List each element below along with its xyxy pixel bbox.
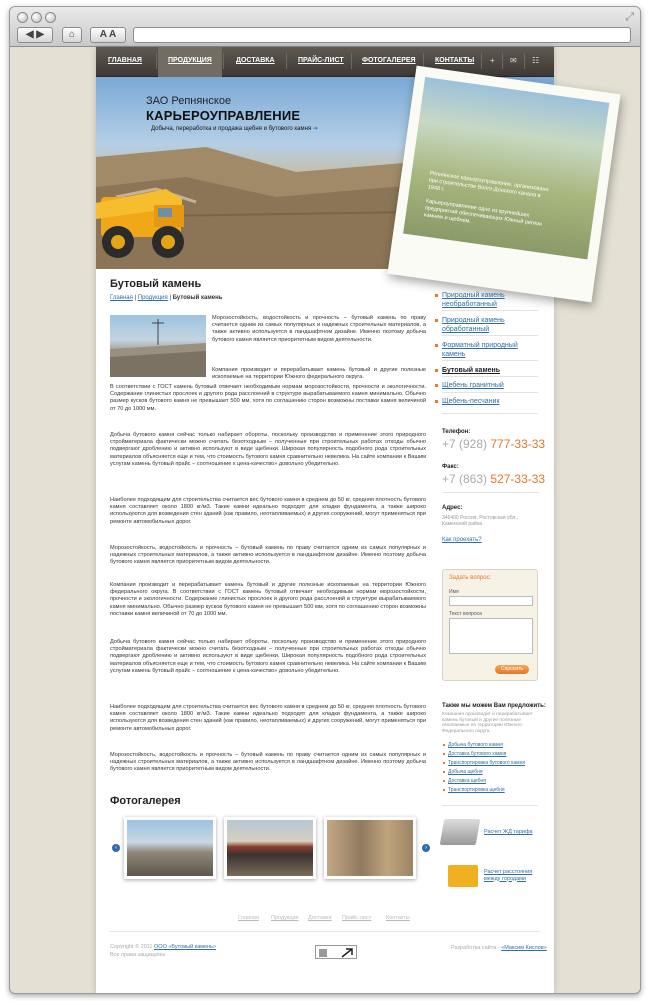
sidebar-item-sandstone[interactable]: Щебень-песчаник — [442, 397, 538, 406]
question-label: Текст вопроса — [449, 611, 482, 617]
photo-caption-2: Карьероуправление одно из крупнейших предприятий обеспечивающих Южный регион камнем и щебнем. — [423, 198, 543, 228]
offer-link[interactable]: Транспортировка щебня — [448, 787, 505, 793]
polaroid-photo — [387, 66, 620, 303]
breadcrumb-separator: | — [134, 295, 137, 301]
address-label: Адрес: — [442, 505, 463, 511]
article-paragraph: Компания производит и перерабатывает камень бутовый и другие полезные ископаемые на территории Южного федерального округа. В соответствии с ГОСТ камень бутовый отвечает необходимым нормам морозостойкости, прочности и экологичности. Содержание глинистых прослоек и другого рода расслоений в структуре вырабатываемого камня минимально. Обычно размер кусков бутового камня не превышает 500 мм, хотя по соглашению сторон возможны поставки камня величиной от 70 до 1000 мм. — [110, 582, 426, 617]
article-paragraph: Наиболее подходящим для строительства считается вес бутового камня в среднем до 50 кг, средняя плотность бутового камня составляет около 1800 кг/м3. Такие камни идеально подходят для кладки фундамента, а также широко используются для возведения стен зданий (как правило, неотапливаемых) и других сооружений, могут применяться при ремонте автомобильных дорог. — [110, 704, 426, 732]
form-title: Задать вопрос: — [449, 575, 492, 581]
address-text: 346400 Россия, Ростовская обл., Каменский район. — [442, 515, 519, 527]
copyright: Copyright © 2011 ООО «Бутовый камень» Все права защищены — [110, 944, 217, 958]
nav-item-home[interactable]: ГЛАВНАЯ — [108, 57, 142, 64]
nav-separator — [223, 53, 224, 69]
zoom-icon[interactable] — [45, 12, 56, 23]
nav-separator — [156, 53, 157, 69]
article-paragraph: Добыча бутового камня сейчас только набирает обороты, поскольку производство и применение этого природного стройматериала фактически можно считать безотходным – полученные при строительных работах отходы обычно подвергают дроблению и активно используют в виде щебенки. Широкая популярность подобного рода строительных материалов объясняется еще и тем, что стоимость бутового камня сравнительно невелика. На сайте компании к Вашим услугам камень бутовый прайс – соотношение к цена-качество» довольно убедительно. — [110, 639, 426, 674]
nav-item-delivery[interactable]: ДОСТАВКА — [236, 57, 275, 64]
sidebar-item-rubble-stone[interactable]: Бутовый камень — [442, 366, 538, 375]
divider — [442, 413, 538, 414]
article-paragraph: Морозостойкость, водостойкость и прочность – бутовый камень по праву считается одним из самых популярных и надежных строительных материалов, а также активно используется в ландшафтном дизайне. Именно поэтому добыча бутового камня является приоритетным видом деятельности. — [110, 545, 426, 566]
counter-arrow-icon — [316, 946, 358, 960]
divider — [442, 335, 538, 336]
aerial-quarry-image — [403, 77, 609, 259]
directions-link[interactable]: Как проехать? — [442, 537, 482, 543]
fax-number: +7 (863) 527-33-33 — [442, 472, 546, 486]
gallery-title: Фотогалерея — [110, 795, 181, 807]
fullscreen-icon[interactable]: ⤢ — [625, 11, 634, 23]
page-title: Бутовый камень — [110, 278, 202, 290]
minimize-icon[interactable] — [31, 12, 42, 23]
browser-window — [9, 6, 641, 994]
submit-button[interactable]: Спросить — [495, 665, 529, 674]
gallery-next-icon[interactable]: › — [422, 844, 430, 852]
article-paragraph: В соответствии с ГОСТ камень бутовый отвечает необходимым нормам морозостойкости, прочности и экологичности. Содержание глинистых прослоек и другого рода расслоений в структуре вырабатываемого камня минимально. Обычно размер кусков бутового камня не превышает 500 мм, хотя по соглашению сторон возможны поставки камня величиной от 70 до 1000 мм. — [110, 384, 426, 412]
sidebar-item-format-stone[interactable]: Форматный природный камень — [442, 341, 538, 359]
divider — [442, 492, 538, 493]
nav-item-gallery[interactable]: ФОТОГАЛЕРЕЯ — [362, 57, 416, 64]
fax-label: Факс: — [442, 464, 459, 470]
article-paragraph: Наиболее подходящим для строительства считается вес бутового камня в среднем до 50 кг, средняя плотность бутового камня составляет около 1800 кг/м3. Такие камни идеально подходят для кладки фундамента, а также широко используются для возведения стен зданий (как правило, неотапливаемых) и других сооружений, могут применяться при ремонте автомобильных дорог. — [110, 497, 426, 525]
divider — [442, 376, 538, 377]
gabion-wall-image — [110, 315, 206, 377]
footer-nav-home[interactable]: Главная — [238, 915, 259, 921]
developer-link[interactable]: «Максим Кислов» — [501, 945, 547, 951]
footer-nav-pricelist[interactable]: Прайс-лист — [342, 915, 372, 921]
back-forward-buttons[interactable]: ◀ ▶ — [17, 27, 53, 43]
top-navigation — [96, 47, 554, 77]
divider — [442, 360, 538, 361]
footer-divider — [110, 931, 540, 932]
company-link[interactable]: ООО «Бутовый камень» — [154, 944, 217, 950]
gallery-photo[interactable] — [124, 817, 216, 879]
nav-separator — [481, 53, 482, 69]
sidebar-item-raw-stone[interactable]: Природный камень необработанный — [442, 291, 538, 309]
photo-caption-1: Репнянское карьероуправление, организовано при строительстве Волго-Донского канала в 1948 г. — [427, 170, 549, 200]
nav-separator — [502, 53, 503, 69]
sidebar-item-granite[interactable]: Щебень гранитный — [442, 381, 538, 390]
article-paragraph: Морозостойкость, водостойкость и прочность – бутовый камень по праву считается одним из самых популярных и надежных строительных материалов, а также активно используется в ландшафтном дизайне. Именно поэтому добыча бутового камня является приоритетным видом деятельности. — [110, 752, 426, 773]
nav-separator — [351, 53, 352, 69]
offer-text: Компания производит и перерабатывает камень бутовый и другие полезные ископаемые на территории Южного Федерального округа — [442, 712, 533, 734]
article-paragraph: Добыча бутового камня сейчас только набирает обороты, поскольку производство и применение этого природного стройматериала фактически можно считать безотходным – полученные при строительных работах отходы обычно подвергают дроблению и активно используют в виде щебенки. Широкая популярность подобного рода строительных материалов объясняется еще и тем, что стоимость бутового камня сравнительно невелика. На сайте компании к Вашим услугам камень бутовый прайс – соотношение к цена-качество» довольно убедительно. — [110, 432, 426, 467]
web-page — [96, 47, 554, 994]
arrow-right-icon[interactable]: ➔ — [312, 126, 318, 132]
phone-number: +7 (928) 777-33-33 — [442, 437, 546, 451]
offer-link[interactable]: Доставка бутового камня — [448, 751, 507, 757]
tagline: Добыча, переработка и продажа щебня и бутового камня ➔ — [151, 126, 318, 132]
nav-item-contacts[interactable]: КОНТАКТЫ — [435, 57, 475, 64]
developer-credit: Разработка сайта - «Максим Кислов» — [451, 945, 547, 951]
sidebar-item-processed-stone[interactable]: Природный камень обработанный — [442, 316, 538, 334]
divider — [442, 805, 538, 806]
visit-counter-badge[interactable] — [315, 945, 357, 959]
gallery-prev-icon[interactable]: ‹ — [112, 844, 120, 852]
calculator-icon — [440, 819, 481, 845]
breadcrumb-current: Бутовый камень — [172, 295, 223, 301]
question-textarea[interactable] — [449, 618, 533, 654]
footer-nav-products[interactable]: Продукция — [271, 915, 299, 921]
rail-tariff-link[interactable]: Расчет ЖД тарифа — [484, 829, 533, 835]
breadcrumb-home[interactable]: Главная — [110, 295, 133, 301]
name-label: Имя — [449, 589, 459, 595]
phone-label: Телефон: — [442, 429, 471, 435]
footer-nav-delivery[interactable]: Доставка — [308, 915, 332, 921]
gallery-photo[interactable] — [224, 817, 316, 879]
breadcrumb-products[interactable]: Продукция — [137, 295, 168, 301]
nav-item-pricelist[interactable]: ПРАЙС-ЛИСТ — [298, 57, 344, 64]
article-paragraph: Морозостойкость, водостойкость и прочность – бутовый камень по праву считается одним из самых популярных и надежных строительных материалов, а также активно используется в ландшафтном дизайне. Именно поэтому добыча бутового камня является приоритетным видом деятельности. — [212, 315, 426, 343]
brand-title[interactable]: КАРЬЕРОУПРАВЛЕНИЕ — [146, 108, 301, 123]
plus-icon[interactable]: + — [490, 56, 495, 65]
name-input[interactable] — [449, 596, 533, 606]
offer-link[interactable]: Добыча щебня — [448, 769, 483, 775]
offer-link[interactable]: Доставка щебня — [448, 778, 486, 784]
text-size-buttons[interactable]: A A — [90, 27, 126, 43]
breadcrumb — [110, 295, 222, 301]
offer-link[interactable]: Транспортировка бутового камня — [448, 760, 526, 766]
distance-calc-link[interactable]: Расчет расстояния между городами — [484, 869, 533, 882]
close-icon[interactable] — [17, 12, 28, 23]
divider — [442, 310, 538, 311]
breadcrumb-separator: | — [169, 295, 172, 301]
sitemap-icon[interactable]: ☷ — [532, 56, 540, 65]
mail-icon[interactable]: ✉ — [510, 56, 517, 65]
footer-nav-contacts[interactable]: Контакты — [386, 915, 410, 921]
article-paragraph: Компания производит и перерабатывает камень бутовый и другие полезные ископаемые на территории Южного федерального округа. — [212, 367, 426, 381]
offer-title: Также мы можем Вам предложить: — [442, 703, 546, 709]
home-icon[interactable]: ⌂ — [62, 27, 82, 43]
truck-icon — [448, 865, 478, 887]
divider — [442, 392, 538, 393]
address-bar[interactable] — [133, 27, 631, 43]
nav-separator — [286, 53, 287, 69]
browser-toolbar — [10, 7, 641, 47]
gallery-photo[interactable] — [324, 817, 416, 879]
nav-item-products[interactable]: ПРОДУКЦИЯ — [168, 57, 212, 64]
nav-separator — [524, 53, 525, 69]
question-form — [442, 569, 538, 681]
offer-link[interactable]: Добыча бутового камня — [448, 742, 503, 748]
article-image — [110, 315, 206, 377]
company-name: ЗАО Репнянское — [146, 95, 232, 107]
